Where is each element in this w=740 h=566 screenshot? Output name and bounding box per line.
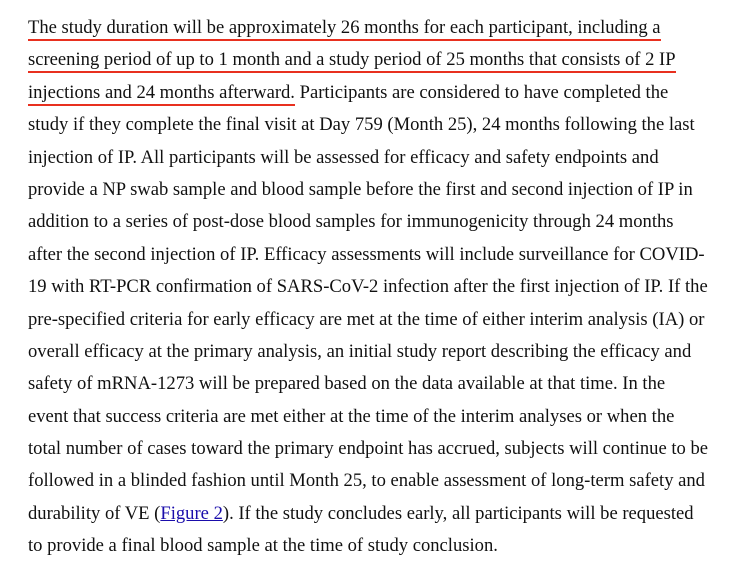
text-line-3 bbox=[28, 77, 728, 109]
text-line-14: total number of cases toward the primary endpoint has accrued, subjects will continue to be bbox=[28, 438, 709, 460]
text-line-2 bbox=[28, 44, 728, 76]
line-text: ). If the study concludes early, all participants will be requested bbox=[222, 502, 694, 524]
text-line-4: study if they complete the final visit at Day 759 (Month 25), 24 months following the last bbox=[28, 114, 695, 136]
text-line-7: addition to a series of post-dose blood samples for immunogenicity through 24 months bbox=[28, 211, 674, 233]
text-line-1 bbox=[28, 12, 728, 44]
text-line-10: pre-specified criteria for early efficacy are met at the time of either interim analysis (IA) or bbox=[28, 308, 705, 330]
text-line-5: injection of IP. All participants will be assessed for efficacy and safety endpoints and bbox=[28, 146, 659, 168]
figure-2-link[interactable]: Figure 2 bbox=[160, 502, 223, 524]
text-line-12: safety of mRNA-1273 will be prepared based on the data available at that time. In the bbox=[28, 373, 666, 395]
text-line-17: to provide a final blood sample at the time of study conclusion. bbox=[28, 535, 498, 557]
text-line-13: event that success criteria are met either at the time of the interim analyses or when the bbox=[28, 405, 675, 427]
line-text: Participants are considered to have completed the bbox=[294, 81, 669, 103]
text-line-11: overall efficacy at the primary analysis, an initial study report describing the efficacy and bbox=[28, 340, 692, 362]
highlighted-text: The study duration will be approximately 26 months for each participant, including a bbox=[28, 17, 661, 41]
document-paragraph bbox=[28, 12, 728, 563]
text-line-6: provide a NP swab sample and blood sample before the first and second injection of IP in bbox=[28, 178, 693, 200]
highlighted-text: injections and 24 months afterward. bbox=[28, 82, 295, 106]
text-line-9: 19 with RT-PCR confirmation of SARS-CoV-2 infection after the first injection of IP. If the bbox=[28, 276, 708, 298]
line-text: durability of VE ( bbox=[28, 502, 161, 524]
text-line-8: after the second injection of IP. Efficacy assessments will include surveillance for COVID- bbox=[28, 243, 705, 265]
text-line-16 bbox=[28, 498, 728, 530]
text-line-15: followed in a blinded fashion until Month 25, to enable assessment of long-term safety and bbox=[28, 470, 705, 492]
highlighted-text: screening period of up to 1 month and a study period of 25 months that consists of 2 IP bbox=[28, 49, 676, 73]
